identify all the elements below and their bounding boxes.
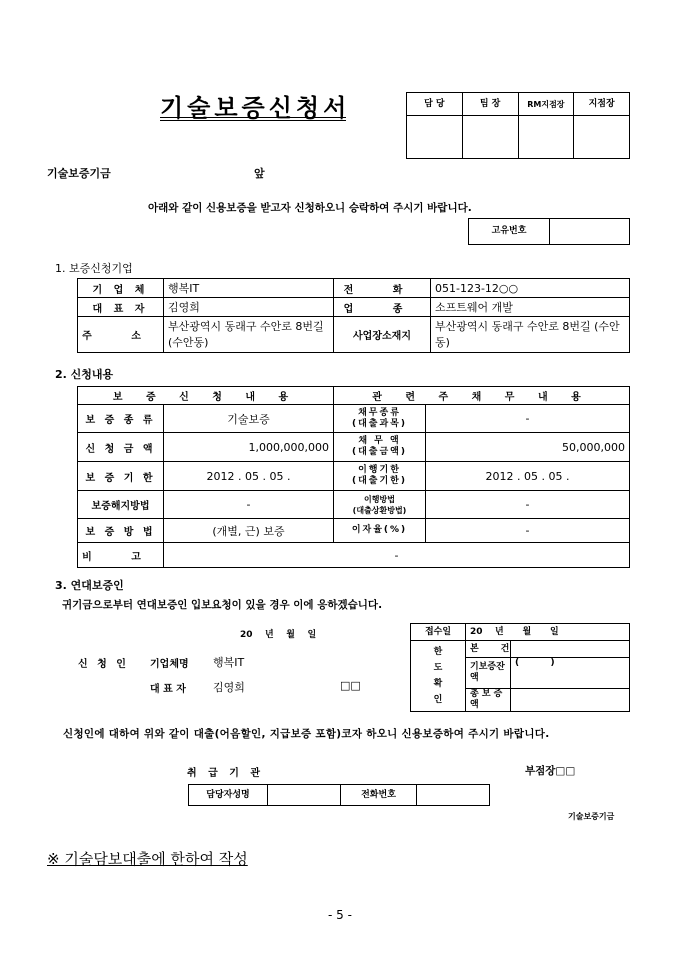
debt-value: 2012 . 05 . 05 . [426, 462, 630, 491]
address-label: 주 소 [78, 317, 164, 353]
debt-label: 이행방법 (대출상환방법) [334, 491, 426, 519]
approval-table [406, 92, 630, 159]
agency-label: 취 급 기 관 [187, 768, 265, 779]
row-label: 보 증 기 한 [78, 462, 164, 491]
branch-head: 부점장□□ [525, 765, 576, 777]
row-value: - [164, 491, 334, 519]
industry-value: 소프트웨어 개발 [431, 298, 630, 317]
joint-guarantor-sentence: 귀기금으로부터 연대보증인 입보요청이 있을 경우 이에 응하겠습니다. [62, 599, 383, 611]
row-label: 보 증 방 법 [78, 519, 164, 543]
manager-value[interactable] [268, 785, 341, 806]
rep-label: 대 표 자 [78, 298, 164, 317]
request-sentence: 아래와 같이 신용보증을 받고자 신청하오니 승락하여 주시기 바랍니다. [148, 202, 472, 214]
approval-header: RM지점장 [518, 93, 574, 116]
row-label: 보 증 종 류 [78, 405, 164, 433]
rep-label-2: 대 표 자 [150, 684, 186, 695]
closing-paragraph: 신청인에 대하여 위와 같이 대출(어음할인, 지급보증 포함)코자 하오니 신용보증하여 주시기 바랍니다. [63, 728, 550, 740]
page-number: - 5 - [328, 908, 352, 922]
application-date: 20 년 월 일 [240, 630, 317, 640]
note-value: - [164, 543, 630, 568]
title-underline [160, 117, 346, 121]
right-header: 관 련 주 채 무 내 용 [334, 387, 630, 405]
receipt-label: 접수일 [411, 624, 466, 641]
approval-header: 담 당 [407, 93, 463, 116]
recipient-suffix: 앞 [254, 167, 265, 180]
row-value: 1,000,000,000 [164, 433, 334, 462]
approval-header: 지점장 [574, 93, 630, 116]
approval-sign-cell[interactable] [574, 116, 630, 159]
recipient: 기술보증기금 [47, 167, 111, 180]
applicant-label: 신 청 인 [78, 659, 129, 670]
industry-label: 업 종 [334, 298, 431, 317]
phone-value: 051-123-12○○ [431, 279, 630, 298]
left-header: 보 증 신 청 내 용 [78, 387, 334, 405]
receipt-date: 20 년 월 일 [466, 624, 630, 641]
application-row [78, 491, 630, 519]
address-value: 부산광역시 동래구 수안로 8번길 (수안동) [164, 317, 334, 353]
page-title: 기술보증신청서 [160, 94, 351, 122]
company-value: 행복IT [164, 279, 334, 298]
debt-value: 50,000,000 [426, 433, 630, 462]
manager-label: 담당자성명 [189, 785, 268, 806]
case-value[interactable] [511, 641, 630, 658]
limit-check-table [410, 623, 630, 712]
approval-sign-cell[interactable] [407, 116, 463, 159]
company-name-label: 기업체명 [150, 659, 189, 670]
debt-label: 이자율(%) [334, 519, 426, 543]
notice: ※ 기술담보대출에 한하여 작성 [47, 850, 248, 868]
debt-value: - [426, 405, 630, 433]
row-label: 신 청 금 액 [78, 433, 164, 462]
section-3-heading: 3. 연대보증인 [55, 579, 124, 592]
tel-label: 전화번호 [341, 785, 417, 806]
note-label: 비 고 [78, 543, 164, 568]
debt-value: - [426, 491, 630, 519]
approval-header: 팀 장 [462, 93, 518, 116]
debt-value: - [426, 519, 630, 543]
business-address-label: 사업장소재지 [334, 317, 431, 353]
debt-label: 채 무 액 (대출금액) [334, 433, 426, 462]
rep-value: 김영희 [164, 298, 334, 317]
id-number-table [468, 218, 630, 245]
rep-value-2: 김영희 [213, 681, 245, 694]
application-row [78, 519, 630, 543]
section-2-heading: 2. 신청내용 [55, 368, 114, 381]
section-1-heading: 1. 보증신청기업 [55, 262, 133, 275]
total-label: 총 보 증 액 [466, 689, 511, 712]
balance-label: 기보증잔액 [466, 658, 511, 689]
id-label: 고유번호 [469, 219, 550, 245]
row-value: 2012 . 05 . 05 . [164, 462, 334, 491]
application-row [78, 462, 630, 491]
approval-sign-cell[interactable] [462, 116, 518, 159]
contact-table [188, 784, 490, 806]
company-name-value: 행복IT [213, 656, 245, 669]
row-label: 보증해지방법 [78, 491, 164, 519]
approval-sign-cell[interactable] [518, 116, 574, 159]
row-value: 기술보증 [164, 405, 334, 433]
application-table [77, 386, 630, 568]
balance-value[interactable]: ( ) [511, 658, 630, 689]
application-row [78, 433, 630, 462]
id-value[interactable] [550, 219, 630, 245]
phone-label: 전 화 [334, 279, 431, 298]
tel-value[interactable] [417, 785, 490, 806]
business-address-value: 부산광역시 동래구 수안로 8번길 (수안동) [431, 317, 630, 353]
row-value: (개별, 근) 보증 [164, 519, 334, 543]
debt-label: 채무종류 (대출과목) [334, 405, 426, 433]
company-label: 기 업 체 [78, 279, 164, 298]
seal-boxes[interactable]: □□ [340, 679, 361, 692]
company-table [77, 278, 630, 353]
limit-check-label: 한도확인 [411, 641, 466, 712]
case-label: 본 건 [466, 641, 511, 658]
debt-label: 이행기한 (대출기한) [334, 462, 426, 491]
footer-org: 기술보증기금 [568, 812, 615, 821]
total-value[interactable] [511, 689, 630, 712]
application-row [78, 405, 630, 433]
